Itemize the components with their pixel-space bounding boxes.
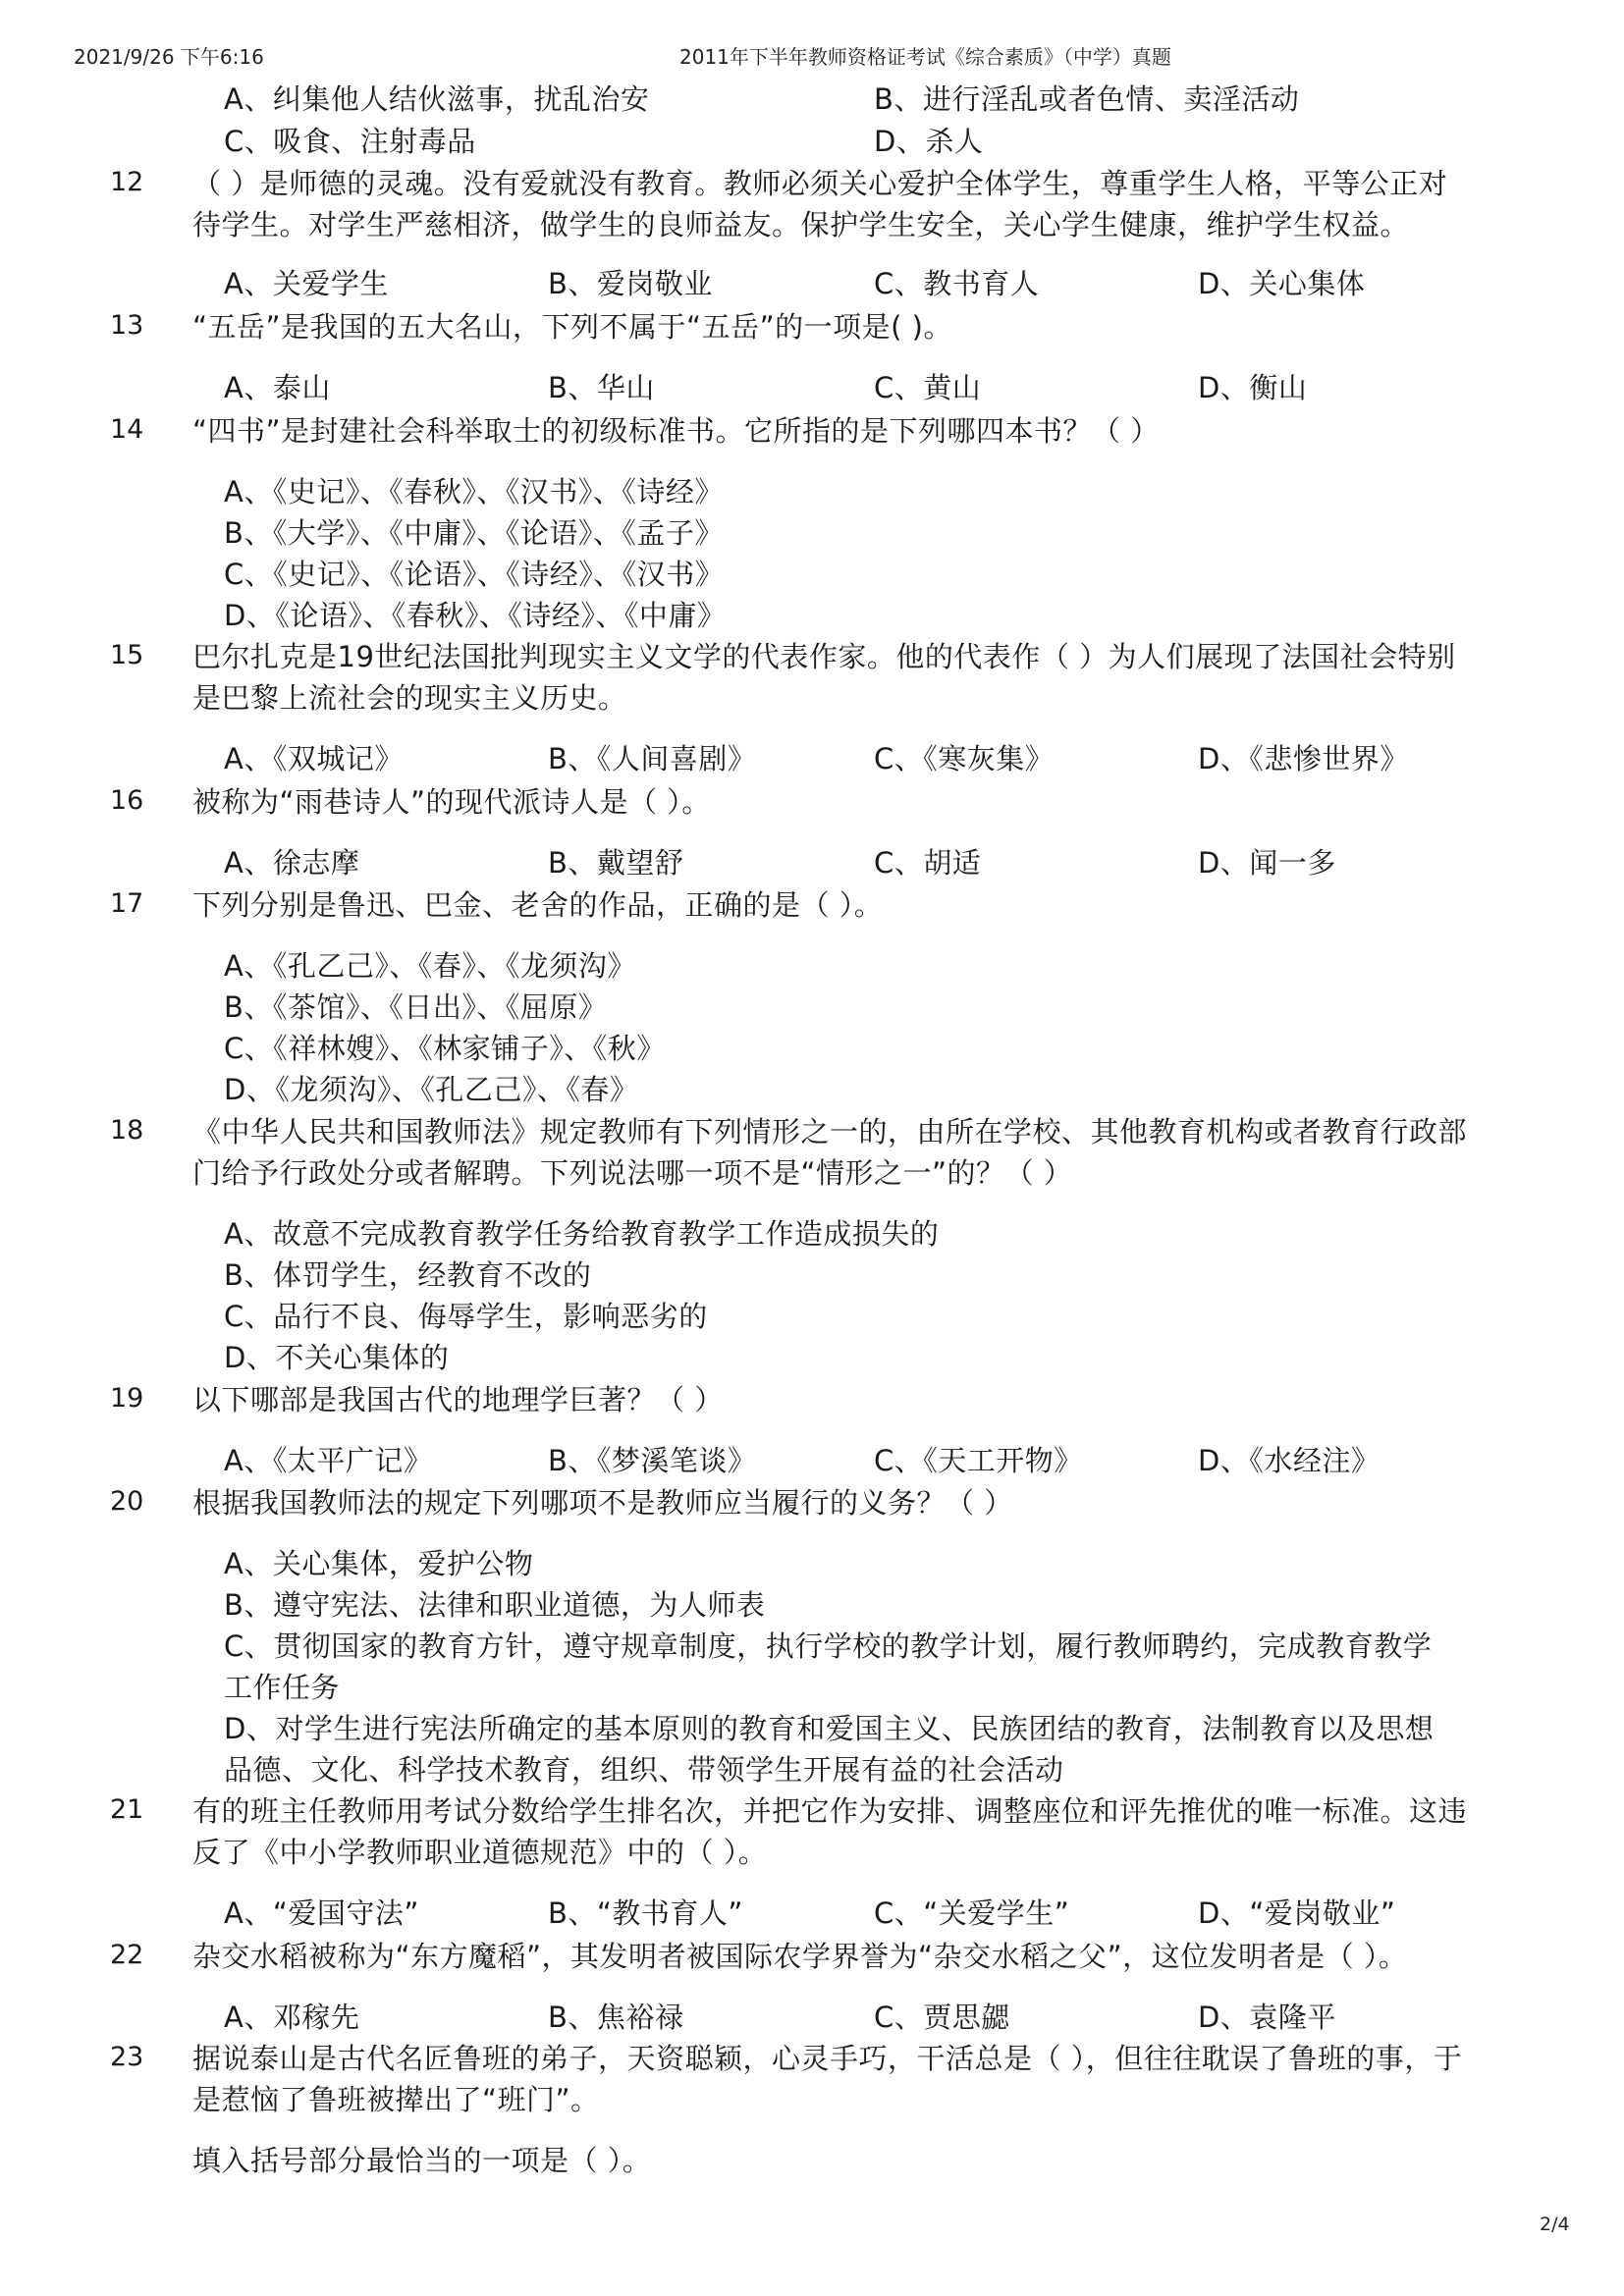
option-a: A、《太平广记》 <box>224 1444 433 1477</box>
question-text: 是惹恼了鲁班被撵出了“班门”。 <box>192 2083 600 2116</box>
option-c: C、黄山 <box>874 371 982 404</box>
option-c: C、贯彻国家的教育方针，遵守规章制度，执行学校的教学计划，履行教师聘约，完成教育教学 <box>224 1629 1433 1663</box>
question-text: 杂交水稻被称为“东方魔稻”，其发明者被国际农学界誉为“杂交水稻之父”，这位发明者是（ ）。 <box>192 1940 1408 1973</box>
option-a: A、纠集他人结伙滋事，扰乱治安 <box>224 82 650 116</box>
question-number: 12 <box>110 167 144 197</box>
question-number: 14 <box>110 414 144 445</box>
option-b: B、戴望舒 <box>548 846 684 880</box>
question-text: 有的班主任教师用考试分数给学生排名次，并把它作为安排、调整座位和评先推优的唯一标准。这违 <box>192 1794 1468 1828</box>
question-text: “四书”是封建社会科举取士的初级标准书。它所指的是下列哪四本书？（ ） <box>192 414 1160 448</box>
option-d: D、杀人 <box>874 125 984 158</box>
question-number: 23 <box>110 2042 144 2072</box>
option-b: B、焦裕禄 <box>548 2001 684 2034</box>
option-a: A、故意不完成教育教学任务给教育教学工作造成损失的 <box>224 1217 940 1251</box>
option-d: D、衡山 <box>1198 371 1308 404</box>
option-a: A、《史记》、《春秋》、《汉书》、《诗经》 <box>224 475 724 508</box>
option-b: B、进行淫乱或者色情、卖淫活动 <box>874 82 1300 116</box>
option-a: A、“爱国守法” <box>224 1896 419 1930</box>
option-c: C、品行不良、侮辱学生，影响恶劣的 <box>224 1300 708 1333</box>
question-prompt: 填入括号部分最恰当的一项是（ ）。 <box>192 2144 652 2177</box>
option-b: B、“教书育人” <box>548 1896 743 1930</box>
question-text: 门给予行政处分或者解聘。下列说法哪一项不是“情形之一”的？（ ） <box>192 1156 1073 1190</box>
option-d: D、对学生进行宪法所确定的基本原则的教育和爱国主义、民族团结的教育，法制教育以及思想 <box>224 1712 1435 1745</box>
question-number: 20 <box>110 1486 144 1517</box>
option-a: A、《双城记》 <box>224 742 404 775</box>
option-b: B、遵守宪法、法律和职业道德，为人师表 <box>224 1588 766 1622</box>
question-text: 被称为“雨巷诗人”的现代派诗人是（ ）。 <box>192 785 711 819</box>
option-c: C、《祥林嫂》、《林家铺子》、《秋》 <box>224 1032 666 1065</box>
option-d: D、袁隆平 <box>1198 2001 1336 2034</box>
print-datetime: 2021/9/26 下午6:16 <box>74 45 264 69</box>
question-number: 16 <box>110 785 144 816</box>
option-c: C、贾思勰 <box>874 2001 1010 2034</box>
page-number: 2/4 <box>1540 2214 1570 2235</box>
option-c: C、“关爱学生” <box>874 1896 1070 1930</box>
question-text: 根据我国教师法的规定下列哪项不是教师应当履行的义务？（ ） <box>192 1486 1013 1520</box>
option-a: A、泰山 <box>224 371 331 404</box>
option-a: A、邓稼先 <box>224 2001 360 2034</box>
question-number: 17 <box>110 888 144 919</box>
option-d: D、“爱岗敬业” <box>1198 1896 1396 1930</box>
question-text: 待学生。对学生严慈相济，做学生的良师益友。保护学生安全，关心学生健康，维护学生权益。 <box>192 208 1410 241</box>
question-number: 15 <box>110 640 144 670</box>
option-c: C、胡适 <box>874 846 982 880</box>
document-title: 2011年下半年教师资格证考试《综合素质》（中学）真题 <box>679 45 1171 69</box>
question-text: 巴尔扎克是19世纪法国批判现实主义文学的代表作家。他的代表作（ ）为人们展现了法国社会特别 <box>192 640 1456 673</box>
option-b: B、体罚学生，经教育不改的 <box>224 1258 592 1292</box>
option-b: B、《大学》、《中庸》、《论语》、《孟子》 <box>224 516 724 550</box>
option-a: A、徐志摩 <box>224 846 360 880</box>
option-d: D、闻一多 <box>1198 846 1336 880</box>
option-c: C、《寒灰集》 <box>874 742 1055 775</box>
option-d: D、关心集体 <box>1198 267 1366 300</box>
option-b: B、《梦溪笔谈》 <box>548 1444 757 1477</box>
option-d: D、《龙须沟》、《孔乙己》、《春》 <box>224 1073 639 1106</box>
question-text: （ ）是师德的灵魂。没有爱就没有教育。教师必须关心爱护全体学生，尊重学生人格，平等公正对 <box>192 167 1448 200</box>
question-text: 反了《中小学教师职业道德规范》中的（ ）。 <box>192 1836 768 1869</box>
option-d: D、不关心集体的 <box>224 1341 450 1374</box>
option-c: C、教书育人 <box>874 267 1040 300</box>
option-b: B、华山 <box>548 371 655 404</box>
option-c: C、吸食、注射毒品 <box>224 125 476 158</box>
option-b: B、爱岗敬业 <box>548 267 713 300</box>
option-b: B、《人间喜剧》 <box>548 742 757 775</box>
option-c-continued: 工作任务 <box>224 1671 341 1704</box>
option-d-continued: 品德、文化、科学技术教育，组织、带领学生开展有益的社会活动 <box>224 1753 1064 1787</box>
question-text: 以下哪部是我国古代的地理学巨著？（ ） <box>192 1383 724 1416</box>
question-text: 据说泰山是古代名匠鲁班的弟子，天资聪颖，心灵手巧，干活总是（ ），但往往耽误了鲁班的事，于 <box>192 2042 1463 2075</box>
option-d: D、《论语》、《春秋》、《诗经》、《中庸》 <box>224 599 727 632</box>
question-text: 下列分别是鲁迅、巴金、老舍的作品，正确的是（ ）。 <box>192 888 884 922</box>
question-number: 13 <box>110 310 144 341</box>
question-number: 22 <box>110 1940 144 1970</box>
question-number: 18 <box>110 1115 144 1146</box>
option-c: C、《天工开物》 <box>874 1444 1083 1477</box>
question-number: 21 <box>110 1794 144 1825</box>
option-d: D、《悲惨世界》 <box>1198 742 1409 775</box>
option-a: A、《孔乙己》、《春》、《龙须沟》 <box>224 949 636 983</box>
question-text: 《中华人民共和国教师法》规定教师有下列情形之一的，由所在学校、其他教育机构或者教育行政部 <box>192 1115 1468 1148</box>
question-text: “五岳”是我国的五大名山，下列不属于“五岳”的一项是( )。 <box>192 310 952 344</box>
option-c: C、《史记》、《论语》、《诗经》、《汉书》 <box>224 558 725 591</box>
option-d: D、《水经注》 <box>1198 1444 1380 1477</box>
question-number: 19 <box>110 1383 144 1414</box>
option-b: B、《茶馆》、《日出》、《屈原》 <box>224 990 608 1024</box>
option-a: A、关爱学生 <box>224 267 389 300</box>
question-text: 是巴黎上流社会的现实主义历史。 <box>192 681 627 715</box>
option-a: A、关心集体，爱护公物 <box>224 1547 534 1580</box>
